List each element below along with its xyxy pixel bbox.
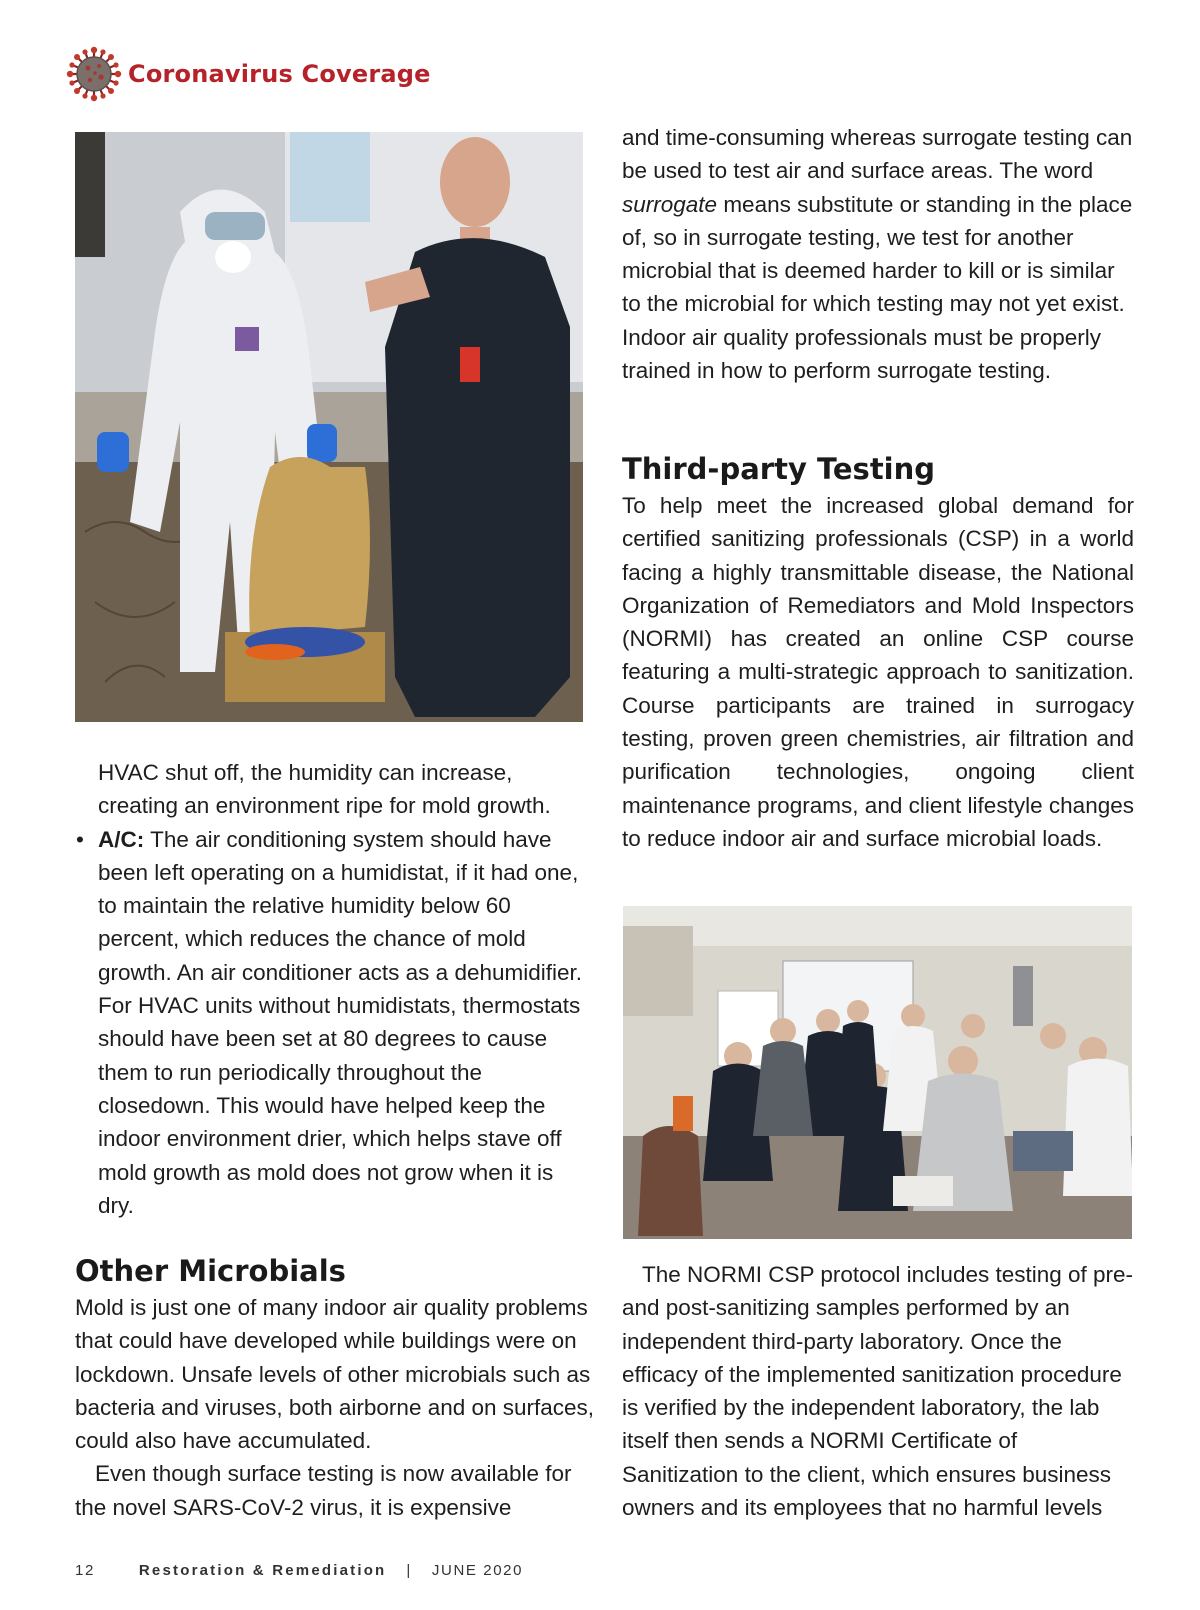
page-number: 12 xyxy=(75,1562,95,1579)
bullet-item-ac xyxy=(76,823,593,1223)
issue-date: JUNE 2020 xyxy=(431,1562,524,1579)
text-run: means substitute or standing in the place of, so in surrogate testing, we test for another microbial that is deemed harder to kill or is similar to the microbial for which testing may not yet exist. Indoor air quality professionals must be properly trained in how to perform surrogate testing. xyxy=(622,191,1133,384)
bullet-label: A/C: xyxy=(98,826,145,852)
paragraph: To help meet the increased global demand for certified sanitizing professionals (CSP) in a world facing a highly transmittable disease, the National Organization of Remediators and Mold Inspectors (NORMI) has created an online CSP course featuring a multi-strategic approach to sanitization. Course participants are trained in surrogacy testing, proven green chemistries, air filtration and purification technologies, ongoing client maintenance programs, and client lifestyle changes to reduce indoor air and surface microbial loads. xyxy=(622,493,1134,851)
section-header xyxy=(66,44,431,104)
continued-paragraph: HVAC shut off, the humidity can increase, creating an environment ripe for mold growth. xyxy=(98,760,551,819)
left-column-top xyxy=(76,756,593,1222)
left-column-bottom xyxy=(75,1251,595,1524)
photo-training-group xyxy=(623,906,1132,1239)
heading-other-microbials: Other Microbials xyxy=(75,1254,346,1288)
page-footer xyxy=(75,1562,523,1579)
bullet-text: The air conditioning system should have been left operating on a humidistat, if it had one, to maintain the relative humidity below 60 percent, which reduces the chance of mold growth. An air conditioner acts as a dehumidifier. For HVAC units without humidistats, thermostats should have been set at 80 degrees to cause them to run periodically throughout the closedown. This would have helped keep the indoor environment drier, which helps stave off mold growth as mold does not grow when it is dry. xyxy=(98,826,583,1218)
emphasis-surrogate: surrogate xyxy=(622,191,718,217)
virus-icon xyxy=(66,46,122,102)
footer-separator: | xyxy=(406,1562,412,1579)
text-run: and time-consuming whereas surrogate testing can be used to test air and surface areas. The word xyxy=(622,125,1133,184)
heading-third-party-testing: Third-party Testing xyxy=(622,452,936,486)
right-column-mid xyxy=(622,449,1134,855)
publication-name: Restoration & Remediation xyxy=(138,1562,387,1579)
paragraph: Mold is just one of many indoor air quality problems that could have developed while buildings were on lockdown. Unsafe levels of other microbials such as bacteria and viruses, both airborne and on surfaces, could also have accumulated. xyxy=(75,1295,595,1454)
continued-paragraph xyxy=(622,121,1134,387)
section-label: Coronavirus Coverage xyxy=(128,60,431,88)
right-column-top xyxy=(622,121,1134,387)
right-column-bottom xyxy=(622,1258,1134,1524)
bullet-marker: • xyxy=(76,826,84,852)
paragraph: The NORMI CSP protocol includes testing of pre- and post-sanitizing samples performed by an independent third-party laboratory. Once the efficacy of the implemented sanitization procedure is verified by the independent laboratory, the lab itself then sends a NORMI Certificate of Sanitization to the client, which ensures business owners and its employees that no harmful levels xyxy=(622,1262,1134,1521)
photo-protective-suit-demo xyxy=(75,132,583,722)
paragraph: Even though surface testing is now available for the novel SARS-CoV-2 virus, it is expensive xyxy=(75,1461,572,1520)
